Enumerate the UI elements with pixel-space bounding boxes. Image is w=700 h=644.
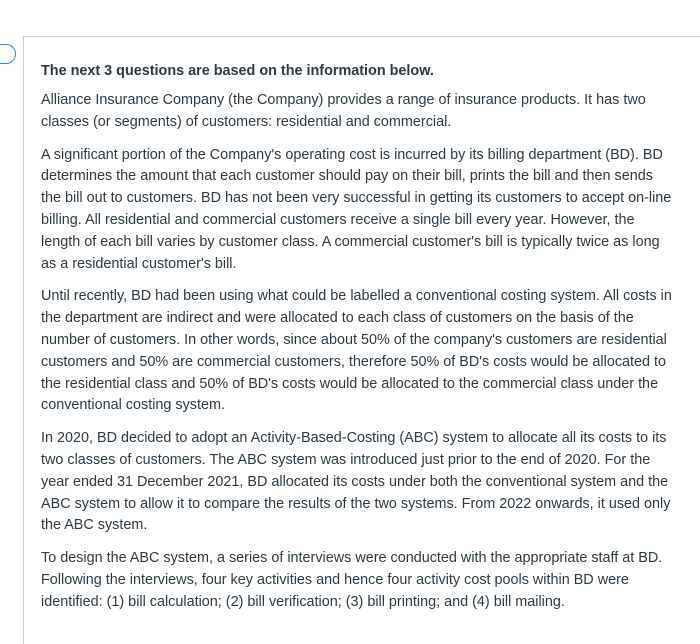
paragraph-conventional-costing: Until recently, BD had been using what could be labelled a conventional costing system. All costs in the department are indirect and were allocated to each class of customers on the basis of the number of customers. In other words, since about 50% of the company's customers are residential customers and 50% are commercial customers, therefore 50% of BD's costs would be allocated to the residential class and 50% of BD's costs would be allocated to the commercial class under the conventional costing system. xyxy=(41,288,672,414)
question-heading: The next 3 questions are based on the information below. xyxy=(41,63,434,79)
question-content xyxy=(41,60,673,625)
paragraph-intro: Alliance Insurance Company (the Company) provides a range of insurance products. It has two classes (or segments) of customers: residential and commercial. xyxy=(41,92,646,130)
paragraph-abc-adoption: In 2020, BD decided to adopt an Activity-Based-Costing (ABC) system to allocate all its costs to its two classes of customers. The ABC system was introduced just prior to the end of 2020. For the year ended 31 December 2021, BD allocated its costs under both the conventional system and the ABC system to allow it to compare the results of the two systems. From 2022 onwards, it used only the ABC system. xyxy=(41,430,671,534)
collapse-tab-icon[interactable] xyxy=(0,44,16,64)
paragraph-billing-department: A significant portion of the Company's operating cost is incurred by its billing department (BD). BD determines the amount that each customer should pay on their bill, prints the bill and then sends the bill out to customers. BD has not been very successful in getting its customers to accept on-line billing. All residential and commercial customers receive a single bill every year. However, the length of each bill varies by customer class. A commercial customer's bill is typically twice as long as a residential customer's bill. xyxy=(41,146,672,272)
paragraph-abc-design: To design the ABC system, a series of interviews were conducted with the appropriate staff at BD. Following the interviews, four key activities and hence four activity cost pools within BD were identified: (1) bill calculation; (2) bill verification; (3) bill printing; and (4) bill mailing. xyxy=(41,550,663,610)
